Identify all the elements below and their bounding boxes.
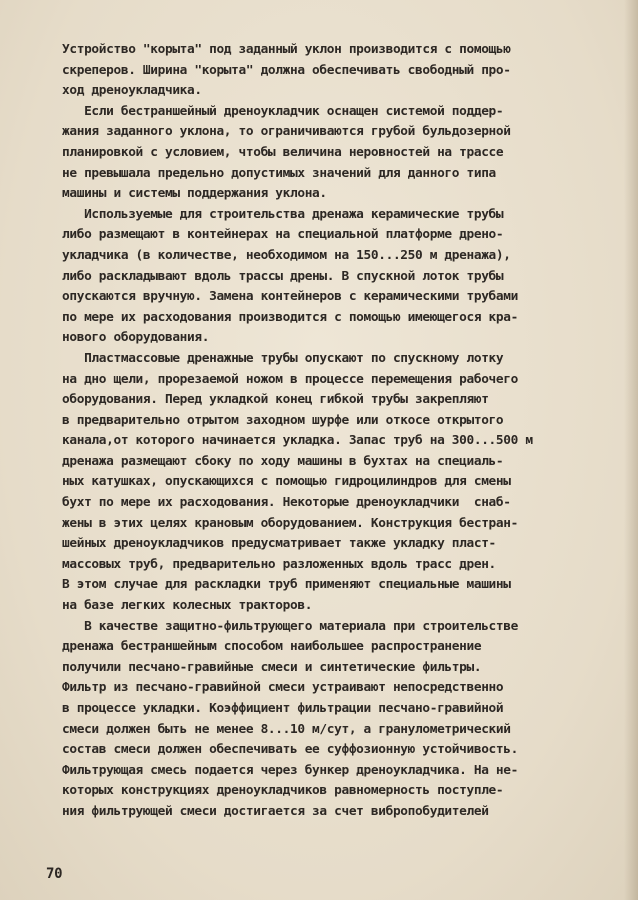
text-line: шейных дреноукладчиков предусматривает также укладку пласт- (62, 536, 496, 552)
page-number: 70 (46, 866, 63, 882)
text-line: Используемые для строительства дренажа керамические трубы (62, 206, 504, 222)
text-line: дренажа размещают сбоку по ходу машины в бухтах на специаль- (62, 453, 504, 469)
text-line: которых конструкциях дреноукладчиков равномерность поступле- (62, 783, 504, 799)
text-line: на базе легких колесных тракторов. (62, 598, 313, 614)
text-line: Пластмассовые дренажные трубы опускают по спускному лотку (62, 350, 504, 366)
text-line: массовых труб, предварительно разложенных вдоль трасс дрен. (62, 556, 496, 572)
text-line: Фильтрующая смесь подается через бункер дреноукладчика. На не- (62, 762, 518, 778)
text-line: либо раскладывают вдоль трассы дрены. В спускной лоток трубы (62, 268, 504, 284)
text-line: на дно щели, прорезаемой ножом в процессе перемещения рабочего (62, 371, 518, 387)
text-line: оборудования. Перед укладкой конец гибкой трубы закрепляют (62, 392, 489, 408)
text-line: не превышала предельно допустимых значений для данного типа (62, 165, 496, 181)
text-line: В качестве защитно-фильтрующего материала при строительстве (62, 618, 518, 634)
text-line: либо размещают в контейнерах на специальной платформе дрено- (62, 227, 504, 243)
text-line: опускаются вручную. Замена контейнеров с керамическими трубами (62, 289, 518, 305)
text-line: в предварительно отрытом заходном шурфе или откосе открытого (62, 412, 504, 428)
text-line: жены в этих целях крановым оборудованием. Конструкция бестран- (62, 515, 518, 531)
page-edge-shadow (624, 0, 638, 900)
text-line: машины и системы поддержания уклона. (62, 186, 327, 202)
text-line: В этом случае для раскладки труб применяют специальные машины (62, 577, 511, 593)
text-line: в процессе укладки. Коэффициент фильтрации песчано-гравийной (62, 701, 504, 716)
text-line: планировкой с условием, чтобы величина неровностей на трассе (62, 144, 504, 160)
body-text (62, 40, 610, 823)
text-line: получили песчано-гравийные смеси и синтетические фильтры. (62, 659, 482, 675)
text-line: Если бестраншейный дреноукладчик оснащен системой поддер- (62, 103, 504, 119)
text-line: Фильтр из песчано-гравийной смеси устраивают непосредственно (62, 680, 504, 696)
text-line: состав смеси должен обеспечивать ее суффозионную устойчивость. (62, 742, 518, 758)
text-line: смеси должен быть не менее 8...10 м/сут, а гранулометрический (62, 721, 511, 737)
text-line: ния фильтрующей смеси достигается за счет вибропобудителей (62, 803, 489, 819)
text-line: дренажа бестраншейным способом наибольшее распространение (62, 639, 482, 655)
text-line: нового оборудования. (62, 330, 210, 346)
text-line: Устройство "корыта" под заданный уклон производится с помощью (62, 42, 511, 57)
text-line: канала,от которого начинается укладка. Запас труб на 300...500 м (62, 433, 533, 449)
text-line: ход дреноукладчика. (62, 83, 202, 99)
text-line: укладчика (в количестве, необходимом на 150...250 м дренажа), (62, 247, 511, 263)
text-line: жания заданного уклона, то ограничиваются грубой бульдозерной (62, 124, 511, 140)
text-line: бухт по мере их расходования. Некоторые дреноукладчики снаб- (62, 495, 511, 511)
text-line: ных катушках, опускающихся с помощью гидроцилиндров для смены (62, 474, 511, 490)
text-line: скреперов. Ширина "корыта" должна обеспечивать свободный про- (62, 62, 511, 78)
text-line: по мере их расходования производится с помощью имеющегося кра- (62, 309, 518, 325)
